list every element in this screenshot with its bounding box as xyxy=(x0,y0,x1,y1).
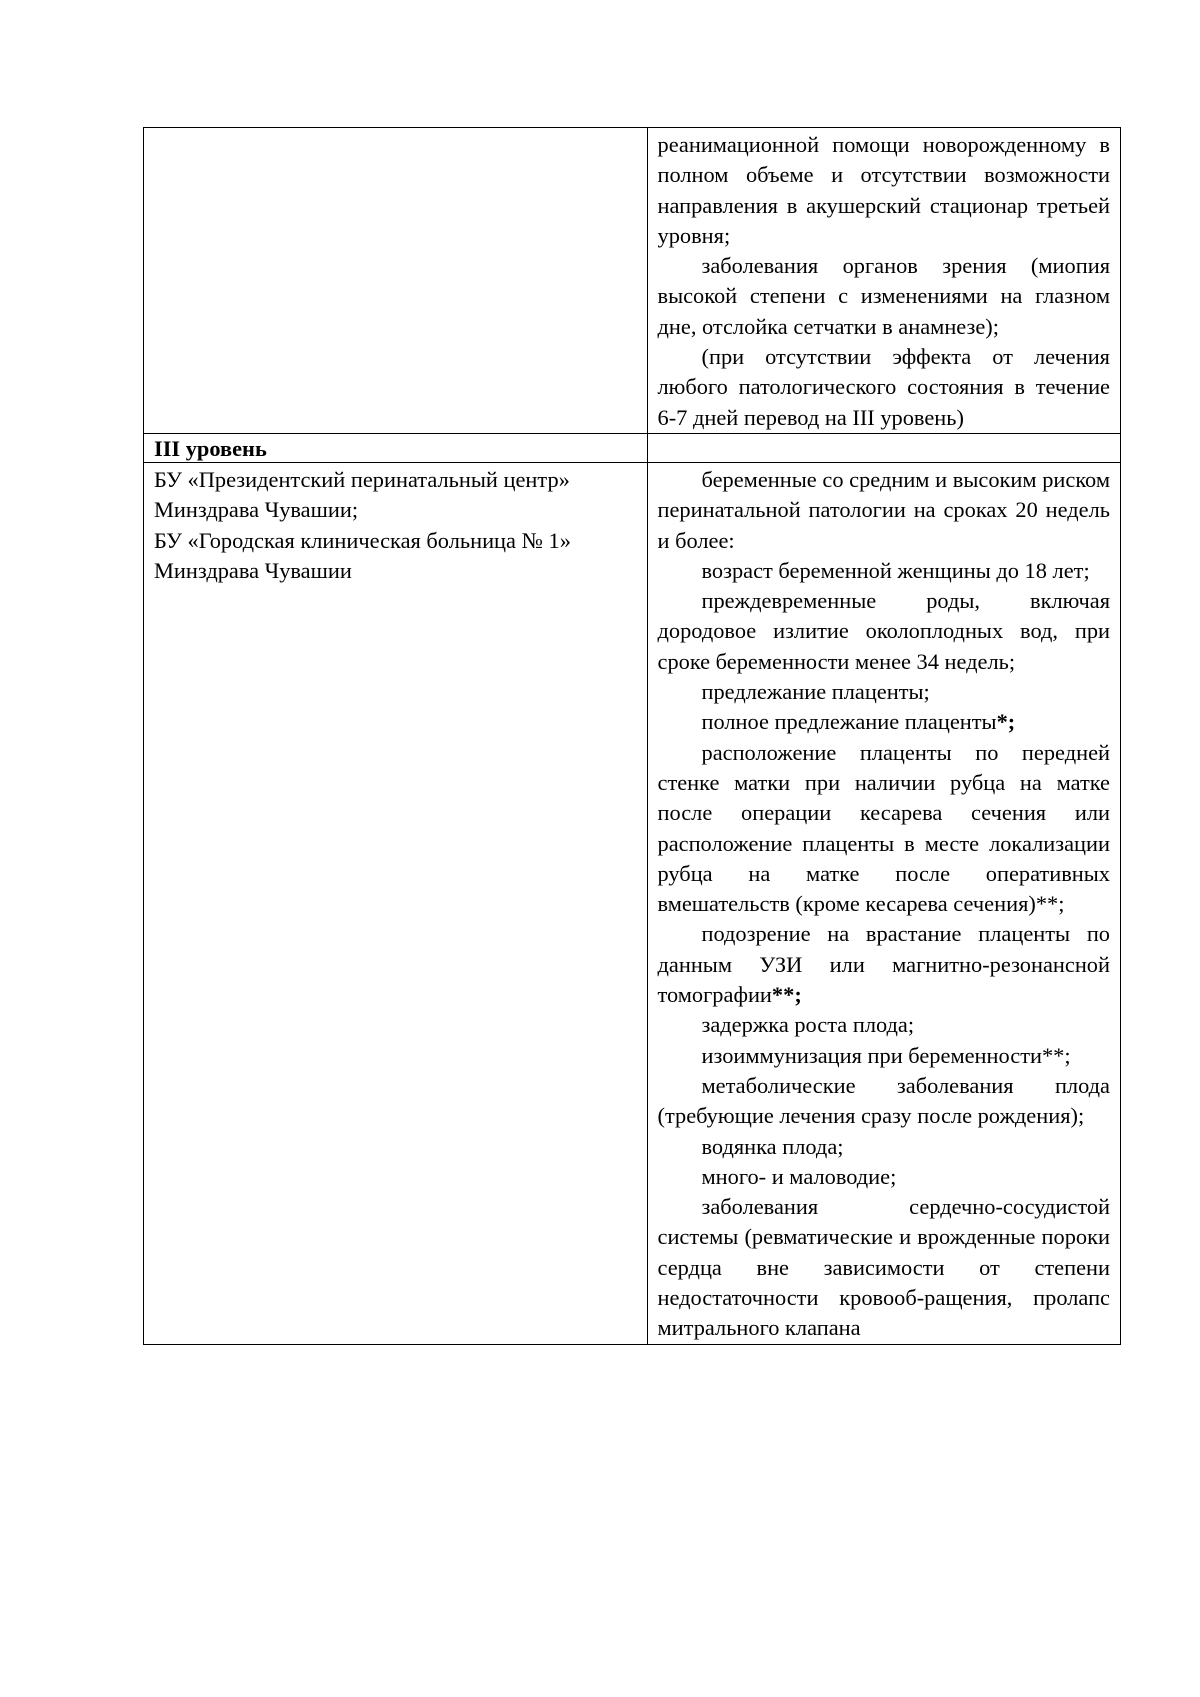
criteria-paragraph: метаболические заболевания плода (требующие лечения сразу после рождения); xyxy=(657,1072,1110,1129)
criteria-paragraph xyxy=(658,707,1111,737)
criteria-paragraph xyxy=(658,919,1111,1010)
criteria-paragraph: заболевания органов зрения (миопия высокой степени с изменениями на глазном дне, отслойка сетчатки в анамнезе); xyxy=(657,253,1110,339)
table-cell-criteria xyxy=(647,462,1121,1344)
criteria-paragraph: реанимационной помощи новорожденному в полном объеме и отсутствии возможности направления в акушерский стационар третьей уровня; xyxy=(657,132,1110,248)
footnote-mark: **; xyxy=(771,982,802,1008)
table-row xyxy=(144,433,1121,462)
table-cell-criteria xyxy=(647,128,1121,434)
institution-name: БУ «Городская клиническая больница № 1» Минздрава Чувашии xyxy=(154,527,571,583)
table-cell-institutions xyxy=(144,462,648,1344)
table-cell-heading xyxy=(144,433,648,462)
level-heading: III уровень xyxy=(154,435,267,461)
table-cell-empty xyxy=(144,128,648,434)
criteria-paragraph: преждевременные роды, включая дородовое излитие околоплодных вод, при сроке беременности менее 34 недель; xyxy=(657,588,1110,674)
criteria-paragraph: задержка роста плода; xyxy=(701,1012,915,1038)
criteria-text: подозрение на врастание плаценты по данным УЗИ или магнитно-резонансной томографии xyxy=(657,921,1110,1008)
footnote-mark: *; xyxy=(996,709,1016,735)
criteria-paragraph: беременные со средним и высоким риском перинатальной патологии на сроках 20 недель и более: xyxy=(657,466,1110,553)
table-row xyxy=(144,128,1121,434)
document-table xyxy=(143,127,1121,1345)
criteria-text: полное предлежание плаценты xyxy=(701,709,997,735)
institution-name: БУ «Президентский перинатальный центр» Минздрава Чувашии; xyxy=(154,466,570,523)
criteria-paragraph: много- и маловодие; xyxy=(701,1163,897,1189)
table-cell-empty xyxy=(647,433,1121,462)
criteria-paragraph: расположение плаценты по передней стенке матки при наличии рубца на матке после операции кесарева сечения или расположение плаценты в месте локализации рубца на матке после оперативных вмешательств (кроме кесарева сечения)**; xyxy=(657,739,1110,917)
criteria-paragraph: (при отсутствии эффекта от лечения любого патологического состояния в течение 6-7 дней перевод на III уровень) xyxy=(657,344,1110,430)
criteria-paragraph: возраст беременной женщины до 18 лет; xyxy=(701,557,1090,583)
criteria-paragraph: изоиммунизация при беременности**; xyxy=(701,1042,1071,1068)
criteria-paragraph: заболевания сердечно-сосудистой системы (ревматические и врожденные пороки сердца вне зависимости от степени недостаточности кровооб-ращения, пролапс митрального клапана xyxy=(657,1194,1110,1341)
table-row xyxy=(144,462,1121,1344)
criteria-paragraph: водянка плода; xyxy=(701,1133,844,1159)
criteria-paragraph: предлежание плаценты; xyxy=(701,679,930,705)
